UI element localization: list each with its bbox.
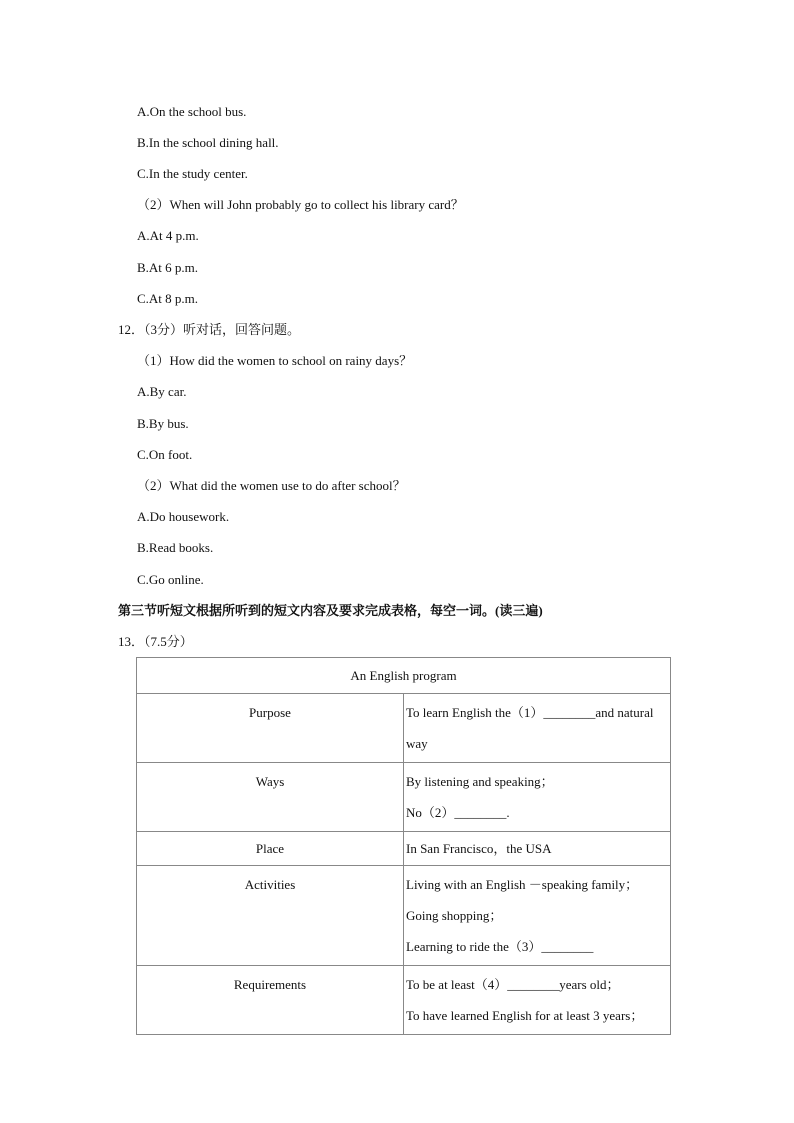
option-b: B.At 6 p.m. [137, 260, 199, 275]
table-row-purpose [137, 694, 671, 763]
cell-line: Learning to ride the（3）________ [406, 939, 594, 954]
row-label: Activities [244, 877, 296, 892]
cell-line: Living with an English －speaking family； [406, 877, 639, 892]
table-row-activities [137, 866, 671, 966]
option-b: B.In the school dining hall. [137, 135, 279, 150]
table-title-row [137, 658, 671, 694]
option-c: C.Go online. [137, 572, 204, 587]
row-label: Ways [255, 774, 285, 789]
cell-line: Going shopping； [406, 908, 503, 923]
row-label: Requirements [233, 977, 307, 992]
section-3-heading: 第三节听短文根据所听到的短文内容及要求完成表格，每空一词。(读三遍) [118, 603, 543, 618]
table-row-requirements [137, 966, 671, 1035]
option-b: B.Read books. [137, 540, 214, 555]
option-a: A.By car. [137, 384, 187, 399]
cell-line: To learn English the（1）________and natural [406, 705, 654, 720]
option-c: C.In the study center. [137, 166, 248, 181]
cell-line: By listening and speaking； [406, 774, 554, 789]
option-a: A.On the school bus. [137, 104, 247, 119]
option-a: A.At 4 p.m. [137, 228, 199, 243]
option-b: B.By bus. [137, 416, 189, 431]
cell-line: In San Francisco，the USA [406, 841, 552, 856]
cell-line: way [406, 736, 428, 751]
row-label: Place [255, 841, 285, 856]
table-row-ways [137, 763, 671, 832]
cell-line: To be at least（4）________years old； [406, 977, 620, 992]
question-11-sub-2: （2）When will John probably go to collect his library card？ [137, 197, 464, 212]
table-row-place [137, 832, 671, 866]
option-c: C.At 8 p.m. [137, 291, 199, 306]
option-c: C.On foot. [137, 447, 193, 462]
option-a: A.Do housework. [137, 509, 230, 524]
cell-line: To have learned English for at least 3 years； [406, 1008, 644, 1023]
cell-line: No（2）________. [406, 805, 510, 820]
english-program-table [136, 657, 671, 1035]
question-12-sub-2: （2）What did the women use to do after school？ [137, 478, 406, 493]
question-12-heading: 12．（3分）听对话，回答问题。 [118, 322, 301, 337]
row-label: Purpose [249, 705, 291, 720]
table-title: An English program [137, 658, 671, 694]
question-12-sub-1: （1）How did the women to school on rainy days？ [137, 353, 413, 368]
question-13-heading: 13．（7.5分） [118, 634, 193, 649]
